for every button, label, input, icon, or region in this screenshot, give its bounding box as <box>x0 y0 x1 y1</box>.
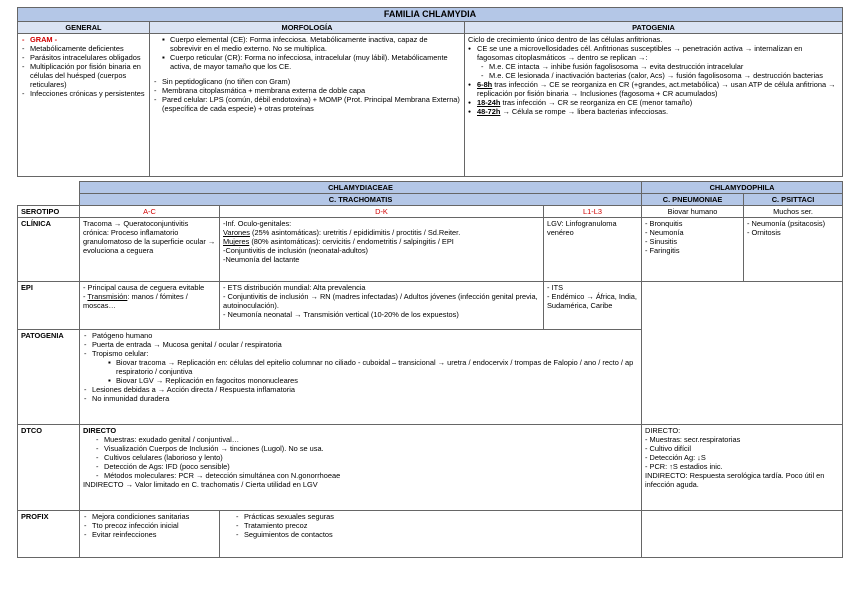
corner-blank <box>18 194 80 206</box>
list-item: ▪ Cuerpo reticular (CR): Forma no infecciosa, intracelular (muy lábil). Metabólicamente activa, de mayor tamaño que los CE. <box>161 53 461 71</box>
clinica-dk-line: -Conjuntivitis de inclusión (neonatal-adultos) <box>223 246 369 256</box>
list-item: - Tropismo celular: <box>83 349 638 358</box>
epi-line: - Principal causa de ceguera evitable <box>83 283 205 293</box>
epi-l <box>544 282 642 330</box>
family-chlamydiaceae: CHLAMYDIACEAE <box>80 182 642 194</box>
list-item: - Sinusitis <box>645 237 678 247</box>
row-label-patogenia: PATOGENIA <box>18 330 80 425</box>
mujeres-label: Mujeres <box>223 237 250 247</box>
patogenia-intro: Ciclo de crecimiento único dentro de las células anfitrionas. <box>468 35 663 44</box>
dtco-line: INDIRECTO: Respuesta serológica tardía. Poco útil en infección aguda. <box>645 471 825 490</box>
list-item: - No inmunidad duradera <box>83 394 638 403</box>
row-label-epi: EPI <box>18 282 80 330</box>
list-item: - Neumonía (psitacosis) <box>747 219 826 229</box>
list-item: - Pared celular: LPS (común, débil endotoxina) + MOMP (Prot. Principal Membrana Externa) (específica de cada especie) + otras proteínas <box>153 95 461 113</box>
list-item: - GRAM - <box>21 35 146 44</box>
familia-title: FAMILIA CHLAMYDIA <box>18 8 843 22</box>
varones-text: (25% asintomáticas): uretritis / epididimitis / proctitis / Sd.Reiter. <box>249 228 461 238</box>
list-item: - Parásitos intracelulares obligados <box>21 53 146 62</box>
species-pneumoniae: C. PNEUMONIAE <box>642 194 744 206</box>
list-item <box>468 80 839 98</box>
clinica-l: LGV: Linfogranuloma venéreo <box>544 218 642 282</box>
list-item: - Infecciones crónicas y persistentes <box>21 89 146 98</box>
list-item: ▪ Cuerpo elemental (CE): Forma infecciosa. Metabólicamente inactiva, capaz de sobrevivir en el medio externo. No se multiplica. <box>161 35 461 53</box>
serotipo-pneumoniae: Biovar humano <box>642 206 744 218</box>
list-item: - Detección de Ags: IFD (poco sensible) <box>95 462 638 471</box>
dtco-trachomatis <box>80 425 642 511</box>
list-item: - Puerta de entrada → Mucosa genital / ocular / respiratoria <box>83 340 638 349</box>
list-item: - Prácticas sexuales seguras <box>235 512 638 521</box>
row-label-clinica: CLÍNICA <box>18 218 80 282</box>
list-item: - Métodos moleculares: PCR → detección simultánea con N.gonorrhoeae <box>95 471 638 480</box>
epi-line: - ETS distribución mundial: Alta prevalencia <box>223 283 366 293</box>
dtco-line: - Detección Ag: ↓S <box>645 453 706 463</box>
species-trachomatis: C. TRACHOMATIS <box>80 194 642 206</box>
list-item: - Muestras: exudado genital / conjuntival… <box>95 435 638 444</box>
list-item <box>468 98 839 107</box>
list-item: - Tratamiento precoz <box>235 521 638 530</box>
list-item: - M.e. CE lesionada / inactivación bacterias (calor, Acs) → fusión fagolisosoma → destrucción bacterias <box>480 71 839 80</box>
list-item: - Membrana citoplasmática + membrana externa de doble capa <box>153 86 461 95</box>
list-item: - Sin peptidoglicano (no tiñen con Gram) <box>153 77 461 86</box>
epi-line: - Transmisión: manos / fómites / moscas… <box>83 292 188 311</box>
empty-cell <box>642 511 843 558</box>
dtco-line: - Muestras: secr.respiratorias <box>645 435 741 445</box>
header-patogenia: PATOGENIA <box>465 21 843 33</box>
list-item: - Seguimientos de contactos <box>235 530 638 539</box>
serotipo-psittaci: Muchos ser. <box>744 206 843 218</box>
list-item: - Metabólicamente deficientes <box>21 44 146 53</box>
list-item: - Patógeno humano <box>83 331 638 340</box>
list-item: - Bronquitis <box>645 219 683 229</box>
list-item: - Mejora condiciones sanitarias <box>83 512 216 521</box>
row-label-dtco: DTCO <box>18 425 80 511</box>
row-label-serotipo: SEROTIPO <box>18 206 80 218</box>
clinica-dk <box>220 218 544 282</box>
list-item: - Tto precoz infección inicial <box>83 521 216 530</box>
species-psittaci: C. PSITTACI <box>744 194 843 206</box>
epi-line: - Endémico → África, India, Sudamérica, Caribe <box>547 292 637 311</box>
clinica-dk-line <box>223 237 540 246</box>
clinica-psittaci <box>744 218 843 282</box>
morfologia-cell <box>150 34 465 177</box>
row-label-profix: PROFIX <box>18 511 80 558</box>
list-item-text: → Célula se rompe → libera bacterias infecciosas. <box>500 107 669 117</box>
species-table <box>17 181 843 558</box>
list-item: - Evitar reinfecciones <box>83 530 216 539</box>
list-item: - Neumonía <box>645 228 684 238</box>
list-item: - Lesiones debidas a → Acción directa / Respuesta inflamatoria <box>83 385 638 394</box>
empty-cell <box>642 282 843 425</box>
transmision-label: Transmisión <box>87 292 128 302</box>
patogenia-cell <box>465 34 843 177</box>
list-item: - M.e. CE intacta → inhibe fusión fagolisosoma → evita destrucción intracelular <box>480 62 839 71</box>
family-chlamydophila: CHLAMYDOPHILA <box>642 182 843 194</box>
list-item: - Ornitosis <box>747 228 781 238</box>
epi-line: - ITS <box>547 283 564 293</box>
directo-label: DIRECTO <box>83 426 117 436</box>
list-item: - Visualización Cuerpos de Inclusión → tinciones (Lugol). No se usa. <box>95 444 638 453</box>
profix-right <box>220 511 642 558</box>
epi-ac <box>80 282 220 330</box>
patogenia-bottom <box>80 330 642 425</box>
clinica-pneumoniae <box>642 218 744 282</box>
mujeres-text: (80% asintomáticas): cervicitis / endometritis / salpingitis / EPI <box>249 237 454 247</box>
header-morfologia: MORFOLOGÍA <box>150 21 465 33</box>
clinica-ac: Tracoma → Queratoconjuntivitis crónica: Proceso inflamatorio granulomatoso de la superficie ocular → evoluciona a ceguera <box>80 218 220 282</box>
dtco-chlamydophila <box>642 425 843 511</box>
time-label: 18-24h <box>477 98 501 108</box>
clinica-dk-line <box>223 228 540 237</box>
list-item-text: tras infección → CR se reorganiza en CE (menor tamaño) <box>500 98 693 108</box>
epi-line: - Neumonía neonatal → Transmisión vertical (10-20% de los expuestos) <box>223 310 459 320</box>
clinica-dk-line: -Inf. Oculo-genitales: <box>223 219 292 229</box>
serotipo-l: L1-L3 <box>544 206 642 218</box>
clinica-dk-line: -Neumonía del lactante <box>223 255 300 265</box>
transmision-text: : manos / fómites / moscas… <box>83 292 188 311</box>
list-item: ● CE se une a microvellosidades cél. Anfitrionas susceptibles → penetración activa → internalizan en fagosomas citoplasmáticos → dentro se replican →: <box>468 44 839 62</box>
indirecto-text: INDIRECTO → Valor limitado en C. trachomatis / Cierta utilidad en LGV <box>83 480 318 490</box>
list-item <box>468 107 839 116</box>
list-item: - Cultivos celulares (laborioso y lento) <box>95 453 638 462</box>
list-item: ▪ Biovar LGV → Replicación en fagocitos mononucleares <box>107 376 638 385</box>
list-item: ▪ Biovar tracoma → Replicación en: células del epitelio columnar no ciliado - cuboidal – transicional → uretra / endocervix / trompas de Falopio / ano / recto / ap respiratorio / conjuntiva <box>107 358 638 376</box>
dtco-line: DIRECTO: <box>645 426 681 436</box>
familia-table <box>17 7 843 177</box>
epi-line: - Conjuntivitis de inclusión → RN (madres infectadas) / Adultos jóvenes (infección genital previa, autoinoculación). <box>223 292 538 311</box>
header-general: GENERAL <box>18 21 150 33</box>
serotipo-ac: A-C <box>80 206 220 218</box>
time-label: 6-8h <box>477 80 493 90</box>
corner-blank <box>18 182 80 194</box>
serotipo-dk: D-K <box>220 206 544 218</box>
general-cell <box>18 34 150 177</box>
dtco-line: - PCR: ↑S estadios inic. <box>645 462 723 472</box>
list-item: - Faringitis <box>645 246 680 256</box>
time-label: 48-72h <box>477 107 501 117</box>
dtco-line: - Cultivo difícil <box>645 444 692 454</box>
list-item: - Multiplicación por fisión binaria en células del huésped (cuerpos reticulares) <box>21 62 146 89</box>
list-item-text: tras infección → CE se reorganiza en CR (+grandes, act.metabólica) → usan ATP de célula anfitriona → replicación por fisión binaria → Inclusiones (fagosoma + CR acumulados) <box>477 80 836 99</box>
varones-label: Varones <box>223 228 250 238</box>
epi-dk <box>220 282 544 330</box>
profix-left <box>80 511 220 558</box>
